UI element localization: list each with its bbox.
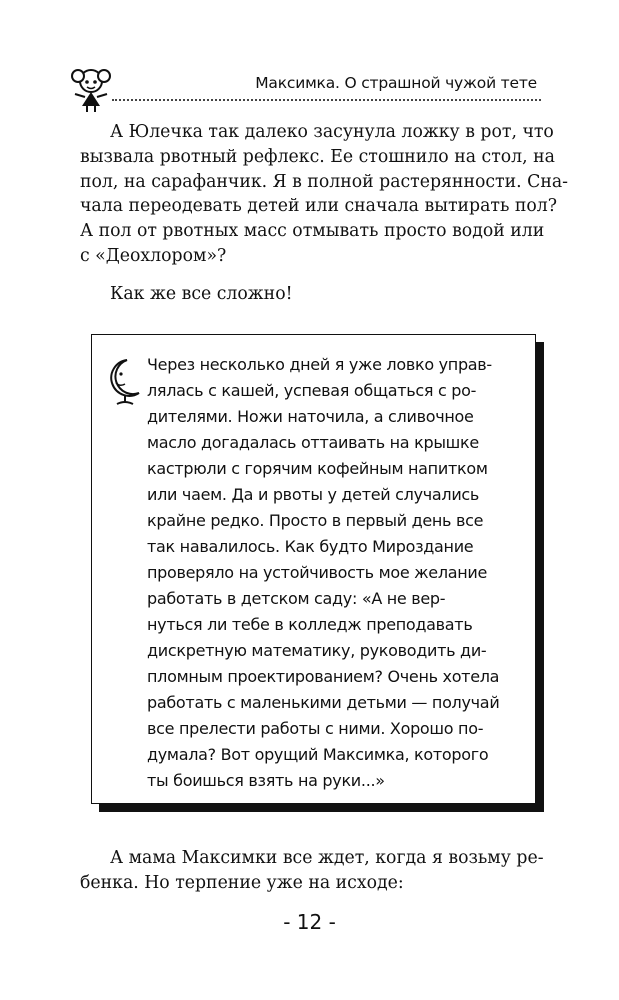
sidebar-line: так навалилось. Как будто Мироздание [147,537,474,556]
text-line: А Юлечка так далеко засунула ложку в рот, что [110,122,554,142]
sidebar-line: лялась с кашей, успевая общаться с ро- [147,381,477,400]
sidebar-line: дителями. Ножи наточила, а сливочное [147,407,474,426]
text-line: А пол от рвотных масс отмывать просто водой или [80,221,545,242]
sidebar-line: работать с маленькими детьми — получай [147,693,500,712]
paragraph-1 [80,120,568,269]
sidebar-line: масло догадалась оттаивать на крышке [147,433,479,452]
text-line: бенка. Но терпение уже на исходе: [80,872,404,893]
text-line: А мама Максимки все ждет, когда я возьму ре- [110,848,544,868]
paragraph-2 [80,282,539,307]
header-dotted-rule [112,99,541,101]
sidebar-line: крайне редко. Просто в первый день все [147,511,484,530]
sidebar-line: ты боишься взять на руки...» [147,771,385,790]
sidebar-line: кастрюли с горячим кофейным напитком [147,459,488,478]
text-line: вызвала рвотный рефлекс. Ее стошнило на стол, на [80,146,555,167]
text-line: Как же все сложно! [110,284,293,304]
paragraph-3 [80,846,544,896]
text-line: чала переодевать детей или сначала вытирать пол? [80,196,558,217]
sidebar-box [91,334,536,804]
sidebar-line: нуться ли тебе в колледж преподавать [147,615,473,634]
text-line: пол, на сарафанчик. Я в полной растерянности. Сна- [80,171,568,192]
sidebar-text [147,352,503,794]
running-title: Максимка. О страшной чужой тете [255,74,537,92]
sidebar-line: работать в детском саду: «А не вер- [147,589,446,608]
sidebar-line: проверяло на устойчивость мое желание [147,563,488,582]
sidebar-line: дискретную математику, руководить ди- [147,641,487,660]
sidebar-line: пломным проектированием? Очень хотела [147,667,500,686]
text-line: с «Деохлором»? [80,245,227,266]
page-number: - 12 - [283,910,336,934]
sidebar-line: или чаем. Да и рвоты у детей случались [147,485,480,504]
sidebar-line: все прелести работы с ними. Хорошо по- [147,719,484,738]
moon-face-icon [105,357,145,409]
sidebar-line: Через несколько дней я уже ловко управ- [147,355,492,374]
girl-figure-icon [66,66,116,114]
sidebar-line: думала? Вот орущий Максимка, которого [147,745,489,764]
